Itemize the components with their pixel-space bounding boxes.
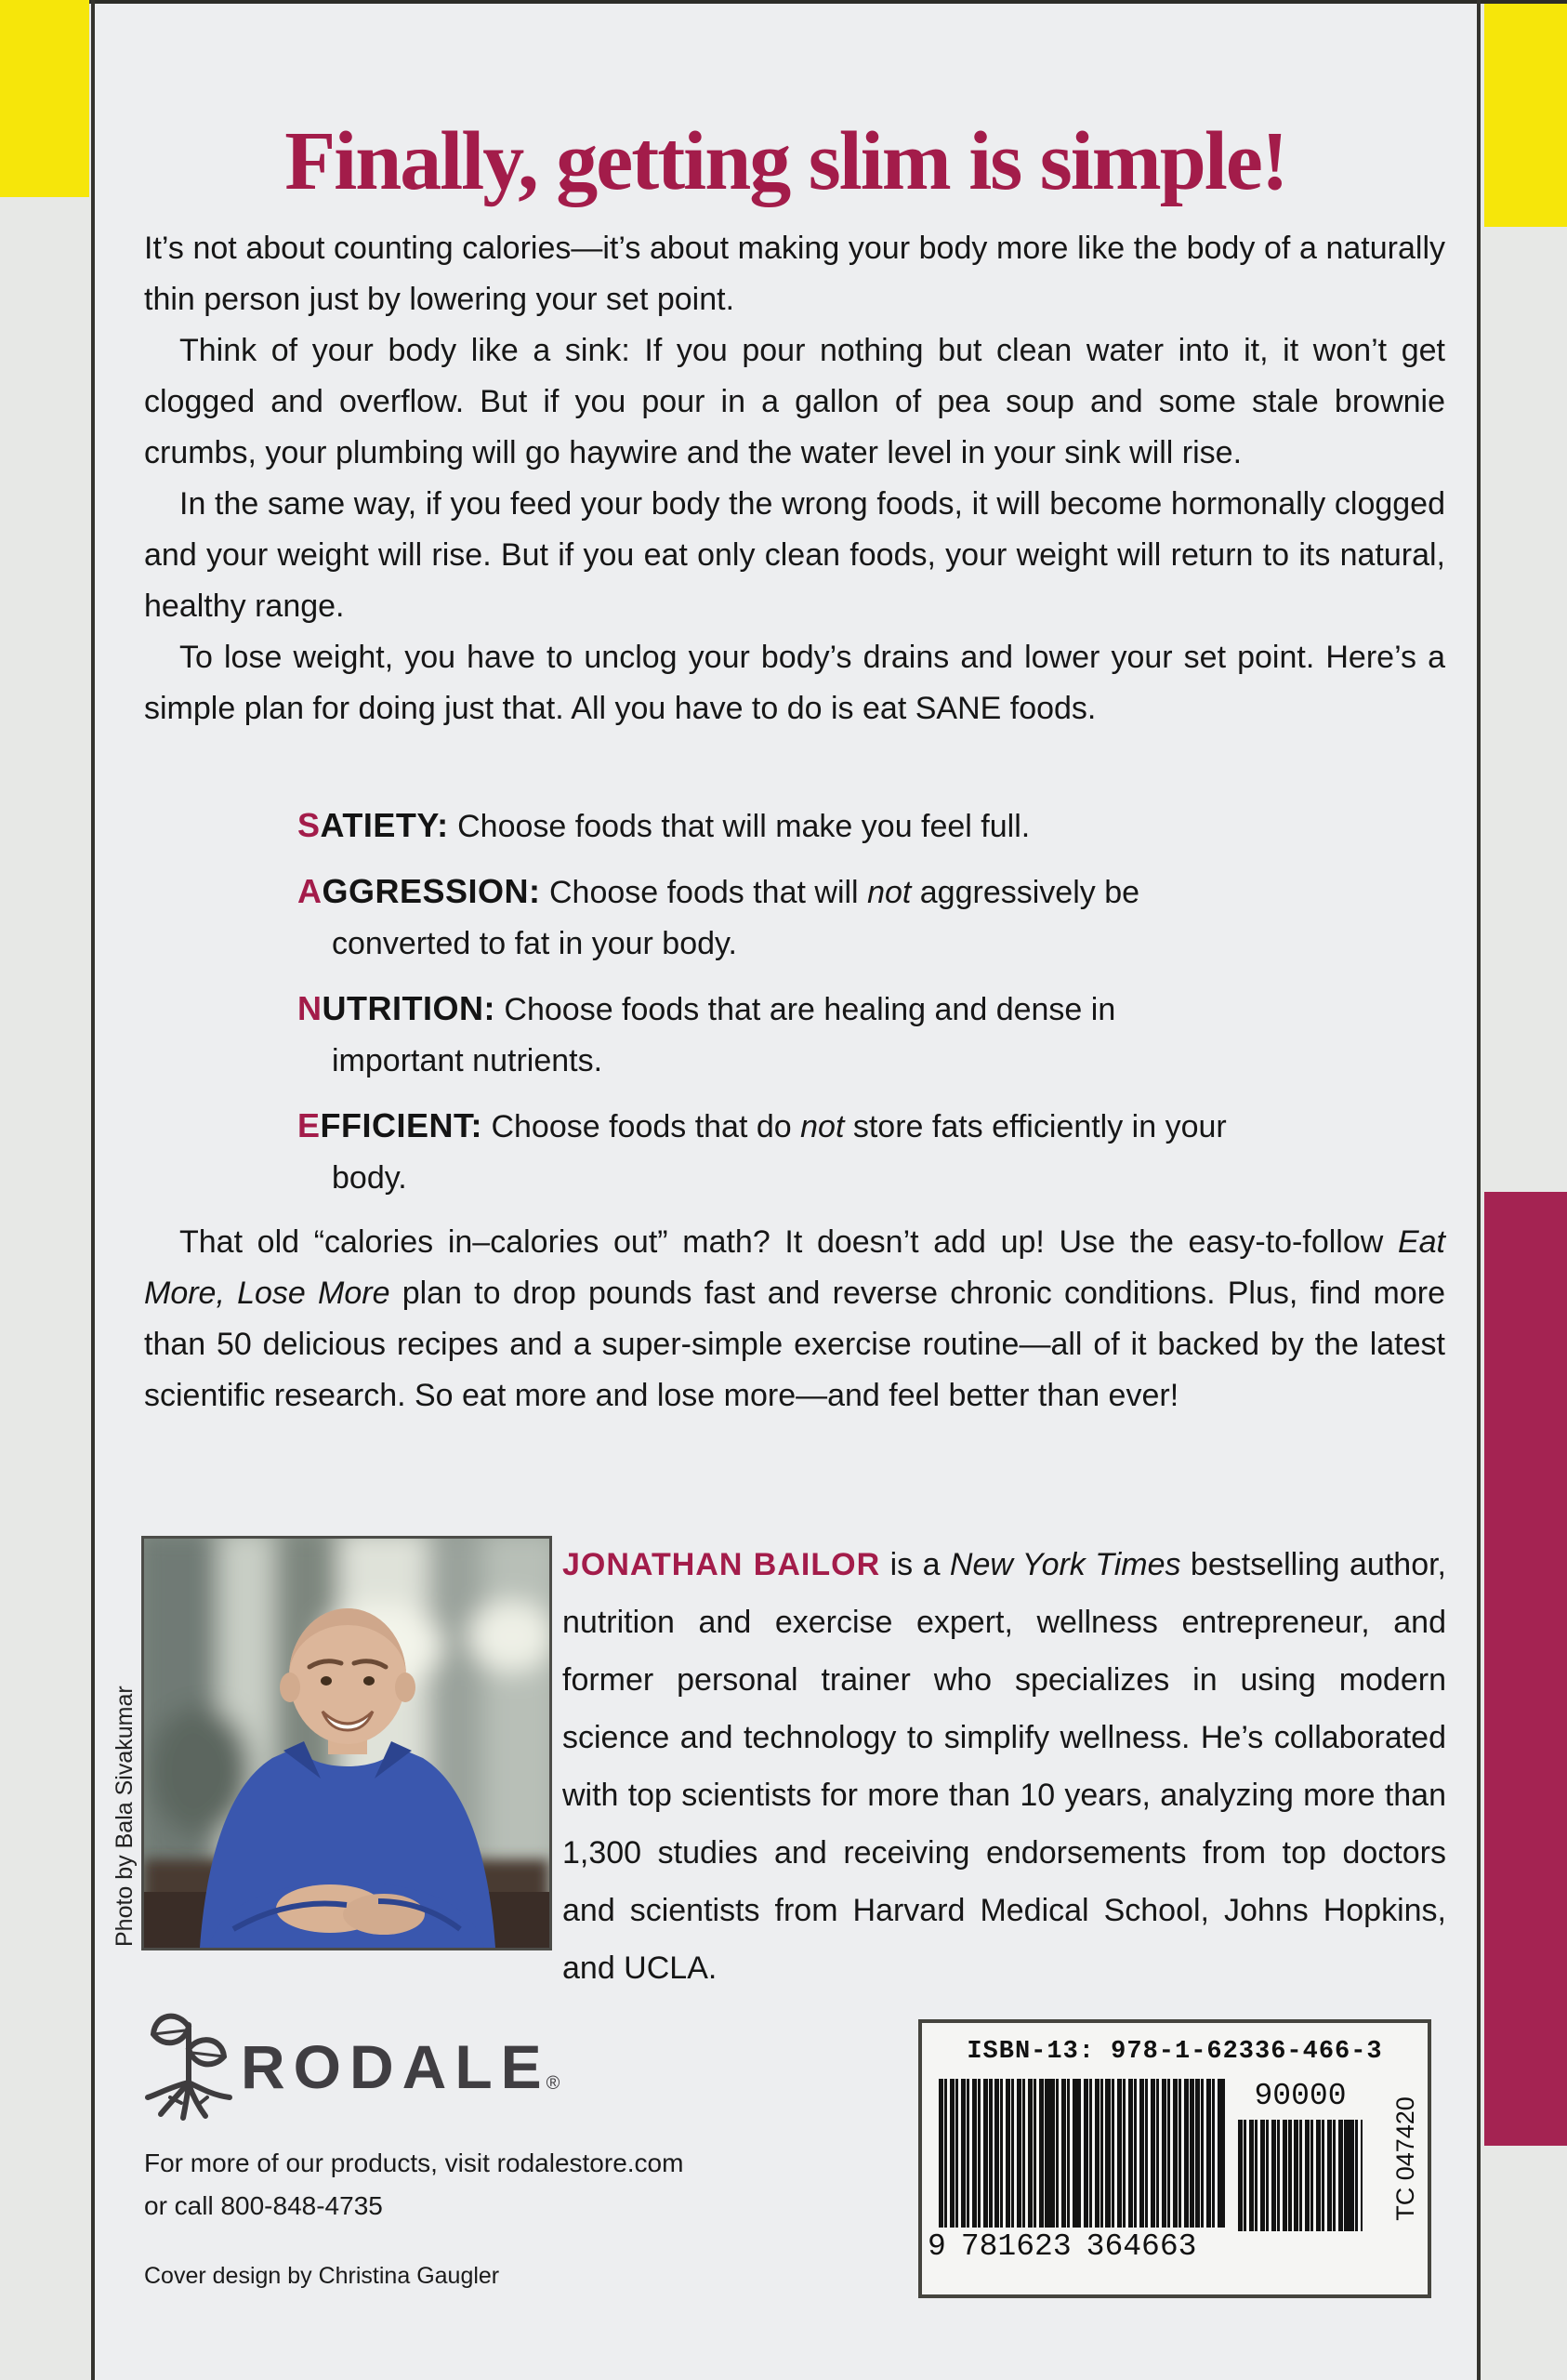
sane-label: NUTRITION:: [297, 989, 495, 1027]
registered-mark: ®: [546, 2072, 560, 2094]
book-back-cover: [95, 4, 1477, 2380]
yellow-strip-right: [1484, 4, 1567, 227]
yellow-strip-left: [0, 0, 89, 197]
author-name: JONATHAN BAILOR: [562, 1547, 881, 1582]
ean-digits: 9 781623 364663: [928, 2229, 1197, 2264]
price-code: 90000: [1254, 2079, 1347, 2113]
sane-label: EFFICIENT:: [297, 1106, 482, 1144]
publisher-block: [144, 2012, 683, 2228]
supplemental-barcode: [1238, 2120, 1363, 2231]
sane-label: AGGRESSION:: [297, 872, 541, 910]
page-title: Finally, getting slim is simple!: [284, 115, 1287, 208]
back-cover-copy: [144, 223, 1445, 1421]
sane-label: SATIETY:: [297, 806, 449, 844]
publisher-name: RODALE: [241, 2032, 550, 2101]
maroon-band-right: [1484, 1192, 1567, 2146]
barcode-panel: [918, 2019, 1431, 2298]
publisher-phone-line: or call 800-848-4735: [144, 2191, 383, 2220]
isbn-label: ISBN-13: 978-1-62336-466-3: [967, 2038, 1383, 2066]
author-bio: JONATHAN BAILOR is a New York Times bestselling author, nutrition and exercise expert, wellness entrepreneur, and former personal trainer who specializes in using modern science and technology to simplify wellness. He’s collaborated with top scientists for more than 10 years, analyzing more than 1,300 studies and receiving endorsements from top doctors and scientists from Harvard Medical School, Johns Hopkins, and UCLA.: [562, 1547, 1447, 1986]
sane-acronym-list: [297, 800, 1255, 1204]
rodale-plant-icon: [144, 2012, 233, 2122]
intro-paragraph: It’s not about counting calories—it’s about making your body more like the body of a naturally thin person just by lowering your set point.: [144, 231, 1445, 317]
cover-design-credit: Cover design by Christina Gaugler: [144, 2263, 500, 2289]
supplier-code: TC 047420: [1391, 2096, 1419, 2221]
intro-paragraph: In the same way, if you feed your body the wrong foods, it will become hormonally clogged and your weight will rise. But if you eat only clean foods, your weight will return to its natural, healthy range.: [144, 486, 1445, 624]
intro-paragraph: Think of your body like a sink: If you pour nothing but clean water into it, it won’t get clogged and overflow. But if you pour in a gallon of pea soup and some stale brownie crumbs, your plumbing will go haywire and the water level in your sink will rise.: [144, 333, 1445, 470]
author-photo: [141, 1536, 552, 1950]
ean-barcode: [939, 2079, 1225, 2228]
intro-paragraph: To lose weight, you have to unclog your body’s drains and lower your set point. Here’s a simple plan for doing just that. All you have to do is eat SANE foods.: [144, 640, 1445, 726]
list-item-aggression: AGGRESSION: Choose foods that will not aggressively be converted to fat in your body.: [297, 872, 1140, 961]
author-section: [112, 1534, 1459, 2017]
rodale-logo: [144, 2012, 683, 2122]
list-item-efficient: EFFICIENT: Choose foods that do not store fats efficiently in your body.: [297, 1106, 1227, 1196]
list-item-nutrition: NUTRITION: Choose foods that are healing and dense in important nutrients.: [297, 989, 1116, 1078]
closing-paragraph: That old “calories in–calories out” math? It doesn’t add up! Use the easy-to-follow Eat More, Lose More plan to drop pounds fast and reverse chronic conditions. Plus, find more than 50 delicious recipes and a super-simple exercise routine—all of it backed by the latest scientific research. So eat more and lose more—and feel better than ever!: [144, 1224, 1445, 1413]
cover-right-edge: [1477, 0, 1481, 2380]
photo-credit: Photo by Bala Sivakumar: [112, 1686, 138, 1947]
cover-left-edge: [91, 0, 95, 2380]
publisher-products-line: For more of our products, visit rodalestore.com: [144, 2149, 684, 2177]
list-item-satiety: SATIETY: Choose foods that will make you feel full.: [297, 806, 1031, 844]
scan-top-edge: [0, 0, 1567, 4]
author-photo-illustration: [144, 1539, 549, 1948]
